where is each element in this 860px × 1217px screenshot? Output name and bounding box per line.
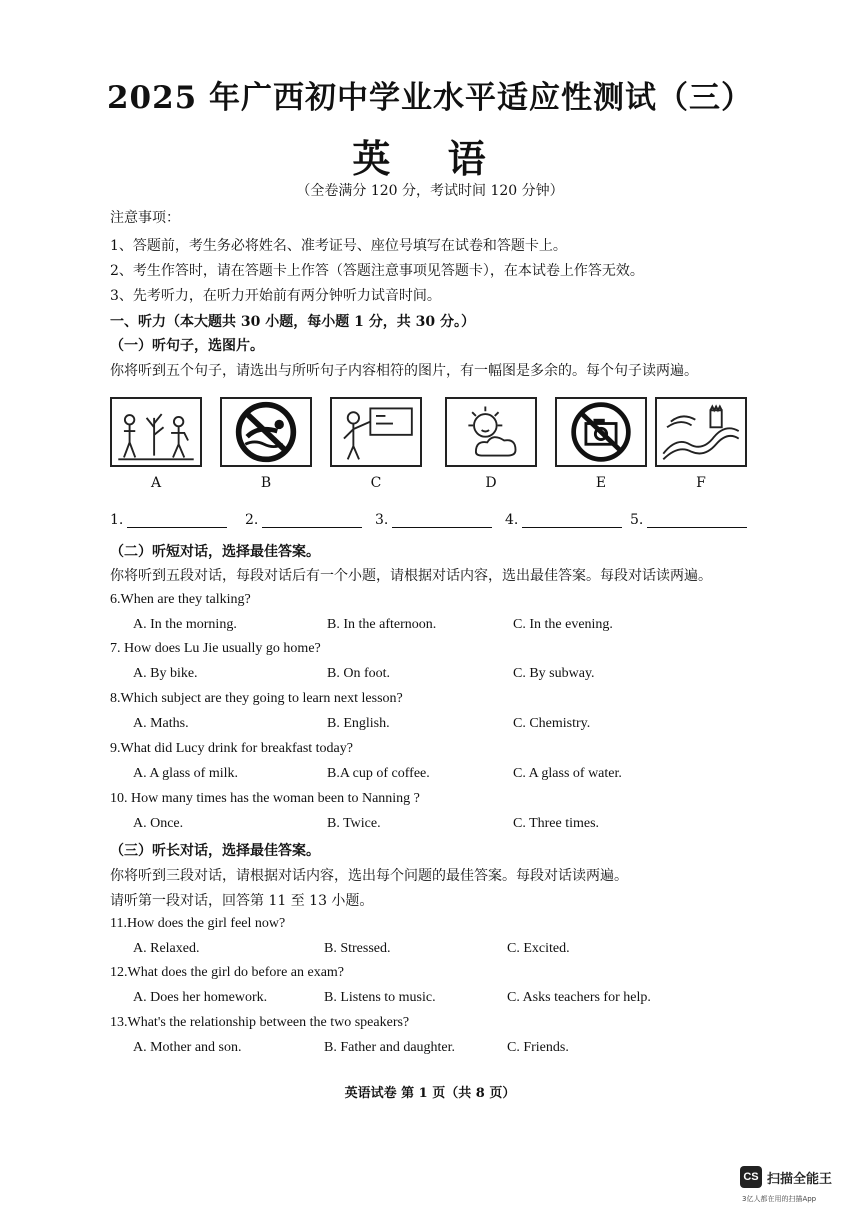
option-9b[interactable]: B.A cup of coffee. [327,766,430,781]
question-6: 6.When are they talking? [110,592,251,607]
answer-blank-2[interactable]: 2. [245,512,362,528]
question-9: 9.What did Lucy drink for breakfast today? [110,741,353,756]
exam-title: 2025 年广西初中学业水平适应性测试（三） [106,80,754,116]
part2-instruction: 你将听到五段对话，每段对话后有一个小题，请根据对话内容，选出最佳答案。每段对话读两遍。 [110,568,712,584]
notice-item-2: 2、考生作答时，请在答题卡上作答（答题注意事项见答题卡），在本试卷上作答无效。 [110,263,644,279]
option-9a[interactable]: A. A glass of milk. [133,766,239,781]
option-12a[interactable]: A. Does her homework. [133,990,268,1005]
option-11b[interactable]: B. Stressed. [324,941,391,956]
picture-label-d: D [485,475,497,491]
no-camera-icon [555,397,647,467]
question-12: 12.What does the girl do before an exam? [110,965,345,980]
option-7a[interactable]: A. By bike. [133,666,198,681]
question-10: 10. How many times has the woman been to Nanning ? [110,791,420,806]
option-12b[interactable]: B. Listens to music. [324,990,436,1005]
option-8c[interactable]: C. Chemistry. [513,716,591,731]
option-13c[interactable]: C. Friends. [507,1040,569,1055]
sun-cloud-icon [445,397,537,467]
question-8: 8.Which subject are they going to learn next lesson? [110,691,403,706]
part3-instruction: 你将听到三段对话，请根据对话内容，选出每个问题的最佳答案。每段对话读两遍。 [110,868,628,884]
answer-blank-3[interactable]: 3. [375,512,492,528]
option-10b[interactable]: B. Twice. [327,816,381,831]
notice-item-3: 3、先考听力，在听力开始前有两分钟听力试音时间。 [110,288,441,304]
option-7c[interactable]: C. By subway. [513,666,595,681]
option-8b[interactable]: B. English. [327,716,390,731]
option-8a[interactable]: A. Maths. [133,716,189,731]
picture-label-f: F [696,475,706,491]
picture-options [110,397,750,497]
section1-heading: 一、听力（本大题共 30 小题，每小题 1 分，共 30 分。） [110,314,475,330]
option-6b[interactable]: B. In the afternoon. [327,617,437,632]
part3-subinstruction: 请听第一段对话，回答第 11 至 13 小题。 [110,893,374,909]
part2-heading: （二）听短对话，选择最佳答案。 [110,544,320,560]
picture-label-e: E [595,475,607,491]
question-11: 11.How does the girl feel now? [110,916,286,931]
option-10a[interactable]: A. Once. [133,816,184,831]
score-note: （全卷满分 120 分，考试时间 120 分钟） [296,183,564,199]
no-swimming-icon [220,397,312,467]
scanner-logo-icon: CS [740,1166,762,1188]
scanner-watermark [740,1166,855,1212]
part1-instruction: 你将听到五个句子，请选出与所听句子内容相符的图片，有一幅图是多余的。每个句子读两遍。 [110,363,698,379]
option-6a[interactable]: A. In the morning. [133,617,237,632]
option-12c[interactable]: C. Asks teachers for help. [507,990,651,1005]
page-footer: 英语试卷 第 1 页（共 8 页） [344,1086,516,1101]
notice-heading: 注意事项： [110,210,180,226]
question-13: 13.What's the relationship between the two speakers? [110,1015,410,1030]
picture-label-c: C [370,475,382,491]
option-11a[interactable]: A. Relaxed. [133,941,200,956]
option-13b[interactable]: B. Father and daughter. [324,1040,456,1055]
option-10c[interactable]: C. Three times. [513,816,600,831]
tree-planting-icon [110,397,202,467]
great-wall-icon [655,397,747,467]
option-13a[interactable]: A. Mother and son. [133,1040,242,1055]
scanner-app-tagline: 3亿人都在用的扫描App [742,1195,817,1203]
notice-item-1: 1、答题前，考生务必将姓名、准考证号、座位号填写在试卷和答题卡上。 [110,238,567,254]
teacher-blackboard-icon [330,397,422,467]
subject-title: 英 语 [352,136,508,181]
option-11c[interactable]: C. Excited. [507,941,570,956]
answer-blank-5[interactable]: 5. [630,512,747,528]
option-6c[interactable]: C. In the evening. [513,617,613,632]
picture-label-a: A [150,475,162,491]
answer-blanks [110,512,750,536]
answer-blank-4[interactable]: 4. [505,512,622,528]
answer-blank-1[interactable]: 1. [110,512,227,528]
option-7b[interactable]: B. On foot. [327,666,390,681]
question-7: 7. How does Lu Jie usually go home? [110,641,321,656]
scanner-app-name: 扫描全能王 [767,1172,833,1187]
part1-heading: （一）听句子，选图片。 [110,338,264,354]
picture-label-b: B [260,475,272,491]
option-9c[interactable]: C. A glass of water. [513,766,622,781]
part3-heading: （三）听长对话，选择最佳答案。 [110,843,320,859]
